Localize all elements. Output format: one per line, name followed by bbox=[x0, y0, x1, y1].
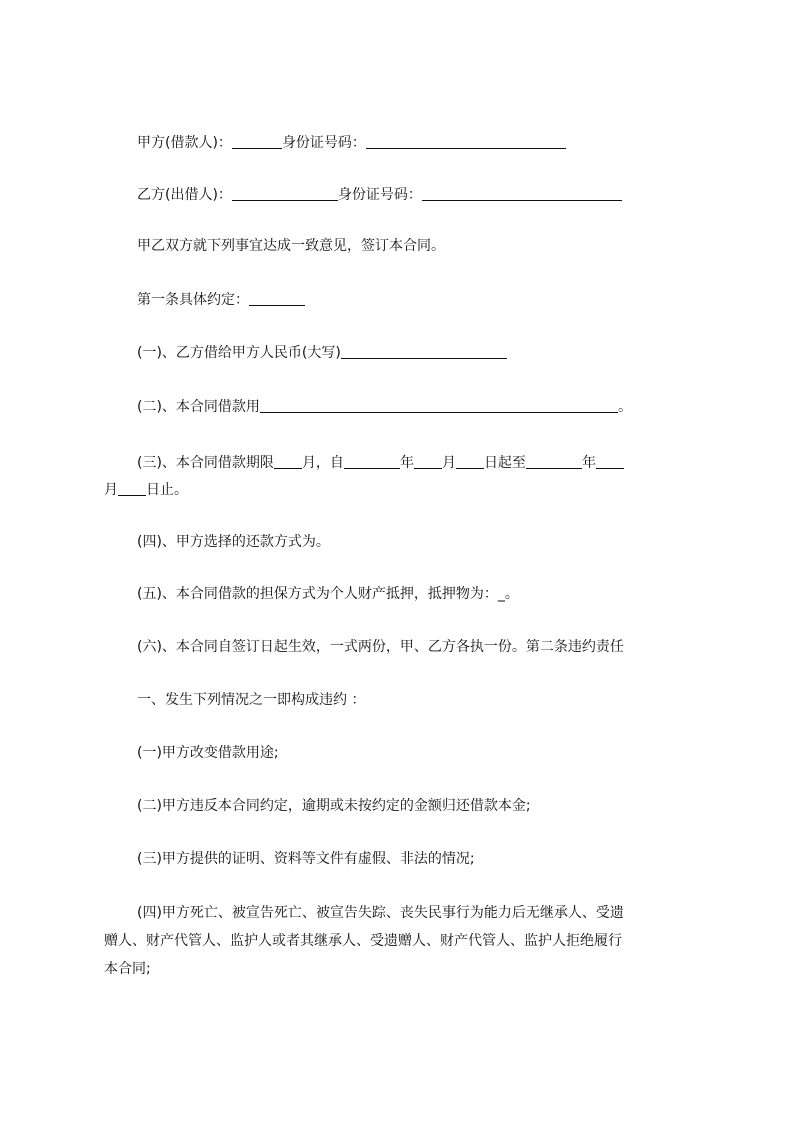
purpose-blank[interactable] bbox=[260, 396, 618, 413]
amount-blank[interactable] bbox=[341, 342, 507, 359]
start-month-blank[interactable] bbox=[414, 452, 442, 469]
clause-2-text: (二)、本合同借款用 bbox=[137, 399, 260, 415]
borrower-label: 甲方(借款人)： bbox=[137, 135, 232, 151]
end-day-blank[interactable] bbox=[118, 479, 146, 496]
end-month-label: 月 bbox=[104, 482, 118, 498]
breach-item-4-line-2: 赠人、财产代管人、监护人或者其继承人、受遗赠人、财产代管人、监护人拒绝履行 bbox=[104, 933, 622, 949]
lender-label: 乙方(出借人)： bbox=[137, 187, 232, 203]
breach-item-4-line-3: 本合同; bbox=[104, 961, 151, 977]
article-one-heading bbox=[137, 289, 305, 309]
breach-item-3: (三)甲方提供的证明、资料等文件有虚假、非法的情况; bbox=[137, 851, 475, 867]
lender-name-blank[interactable] bbox=[232, 184, 338, 201]
term-months-blank[interactable] bbox=[274, 452, 302, 469]
borrower-line bbox=[137, 132, 566, 152]
borrower-name-blank[interactable] bbox=[232, 132, 282, 149]
breach-item-2: (二)甲方违反本合同约定，逾期或未按约定的金额归还借款本金; bbox=[137, 798, 531, 814]
clause-5: (五)、本合同借款的担保方式为个人财产抵押，抵押物为：_。 bbox=[137, 586, 519, 602]
year-label: 年 bbox=[399, 455, 414, 471]
clause-3 bbox=[137, 452, 624, 472]
breach-item-4-line-1: (四)甲方死亡、被宣告死亡、被宣告失踪、丧失民事行为能力后无继承人、受遗 bbox=[137, 905, 624, 921]
borrower-id-blank[interactable] bbox=[366, 132, 566, 149]
clause-3-continued bbox=[104, 479, 188, 499]
lender-id-blank[interactable] bbox=[422, 184, 622, 201]
clause-4: (四)、甲方选择的还款方式为。 bbox=[137, 534, 330, 550]
clause-3-text: (三)、本合同借款期限 bbox=[137, 455, 274, 471]
until-label: 日起至 bbox=[483, 455, 526, 471]
clause-3-from: 月，自 bbox=[301, 455, 344, 471]
clause-2 bbox=[137, 396, 632, 416]
lender-id-label: 身份证号码： bbox=[337, 187, 422, 203]
agreement-intro: 甲乙双方就下列事宜达成一致意见，签订本合同。 bbox=[137, 238, 445, 254]
start-year-blank[interactable] bbox=[344, 452, 400, 469]
lender-line bbox=[137, 184, 622, 204]
end-year-blank[interactable] bbox=[526, 452, 582, 469]
clause-6: (六)、本合同自签订日起生效，一式两份，甲、乙方各执一份。第二条违约责任 bbox=[137, 639, 624, 655]
clause-2-end: 。 bbox=[617, 399, 632, 415]
clause-3-end: 日止。 bbox=[146, 482, 188, 498]
clause-1 bbox=[137, 342, 507, 362]
clause-1-text: (一)、乙方借给甲方人民币(大写) bbox=[137, 345, 341, 361]
article-one-label: 第一条具体约定： bbox=[137, 292, 249, 308]
end-year-label: 年 bbox=[581, 455, 596, 471]
breach-item-1: (一)甲方改变借款用途; bbox=[137, 745, 279, 761]
end-month-blank[interactable] bbox=[596, 452, 624, 469]
borrower-id-label: 身份证号码： bbox=[281, 135, 366, 151]
article-one-blank[interactable] bbox=[249, 289, 305, 306]
month-label: 月 bbox=[441, 455, 456, 471]
breach-heading: 一、发生下列情况之一即构成违约 ： bbox=[137, 692, 366, 708]
start-day-blank[interactable] bbox=[456, 452, 484, 469]
